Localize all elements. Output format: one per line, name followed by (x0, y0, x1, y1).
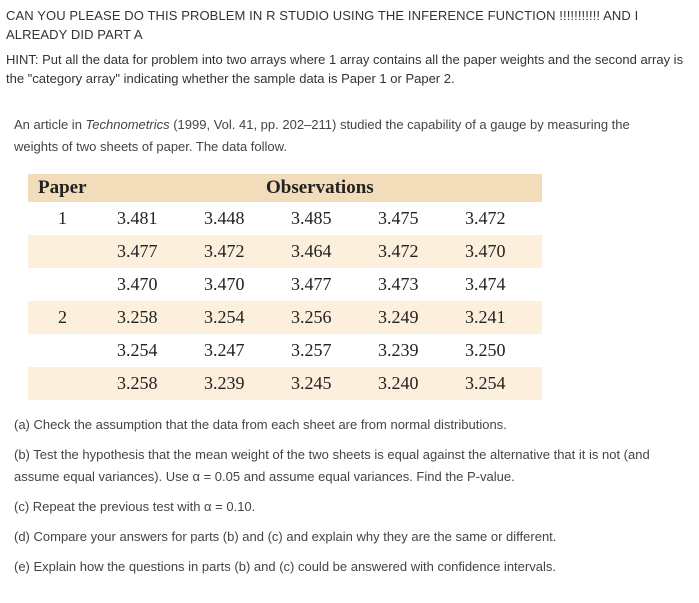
table-row (28, 202, 542, 235)
intro-before: An article in (14, 117, 86, 132)
hint-text: HINT: Put all the data for problem into two arrays where 1 array contains all the paper weights and the second array is the "category array" indicating whether the sample data is Paper 1 or Paper 2. (6, 52, 684, 86)
value-cell: 3.472 (378, 241, 419, 261)
value-cell: 3.258 (117, 307, 158, 327)
value-cell: 3.474 (465, 274, 506, 294)
part-e: (e) Explain how the questions in parts (b) and (c) could be answered with confidence intervals. (14, 559, 556, 574)
value-cell: 3.477 (117, 241, 158, 261)
table-row (28, 301, 542, 334)
value-cell: 3.485 (291, 208, 332, 228)
data-table (28, 174, 542, 400)
intro-after: (1999, Vol. 41, pp. 202–211) studied the capability of a gauge by measuring the weights of two sheets of paper. The data follow. (14, 117, 630, 154)
value-cell: 3.250 (465, 340, 506, 360)
value-cell: 3.258 (117, 373, 158, 393)
value-cell: 3.470 (204, 274, 245, 294)
table-row (28, 235, 542, 268)
table-row (28, 367, 542, 400)
value-cell: 3.249 (378, 307, 419, 327)
question-text: CAN YOU PLEASE DO THIS PROBLEM IN R STUDIO USING THE INFERENCE FUNCTION !!!!!!!!!!! AND I ALREADY DID PART A (6, 8, 639, 42)
problem-image (0, 104, 699, 603)
header-observations: Observations (266, 177, 374, 198)
value-cell: 3.254 (117, 340, 158, 360)
value-cell: 3.254 (204, 307, 245, 327)
value-cell: 3.239 (378, 340, 419, 360)
problem-intro (14, 114, 674, 158)
value-cell: 3.257 (291, 340, 332, 360)
value-cell: 3.470 (465, 241, 506, 261)
part-b: (b) Test the hypothesis that the mean weight of the two sheets is equal against the alternative that it is not (and assume equal variances). Use α = 0.05 and assume equal variances. Find the P-value. (14, 447, 650, 484)
value-cell: 3.247 (204, 340, 245, 360)
value-cell: 3.481 (117, 208, 158, 228)
value-cell: 3.475 (378, 208, 419, 228)
paper-cell: 2 (58, 307, 67, 327)
problem-parts (14, 414, 674, 586)
value-cell: 3.256 (291, 307, 332, 327)
part-d: (d) Compare your answers for parts (b) and (c) and explain why they are the same or different. (14, 529, 557, 544)
value-cell: 3.245 (291, 373, 332, 393)
header-paper: Paper (38, 177, 87, 198)
paper-cell: 1 (58, 208, 67, 228)
journal-name: Technometrics (85, 117, 170, 132)
part-c: (c) Repeat the previous test with α = 0.10. (14, 499, 256, 514)
value-cell: 3.472 (465, 208, 506, 228)
value-cell: 3.472 (204, 241, 245, 261)
table-row (28, 334, 542, 367)
value-cell: 3.473 (378, 274, 419, 294)
value-cell: 3.239 (204, 373, 245, 393)
value-cell: 3.464 (291, 241, 332, 261)
table-header (28, 174, 542, 202)
value-cell: 3.470 (117, 274, 158, 294)
value-cell: 3.254 (465, 373, 506, 393)
value-cell: 3.448 (204, 208, 245, 228)
part-a: (a) Check the assumption that the data from each sheet are from normal distributions. (14, 417, 507, 432)
value-cell: 3.477 (291, 274, 332, 294)
table-row (28, 268, 542, 301)
value-cell: 3.241 (465, 307, 506, 327)
value-cell: 3.240 (378, 373, 419, 393)
